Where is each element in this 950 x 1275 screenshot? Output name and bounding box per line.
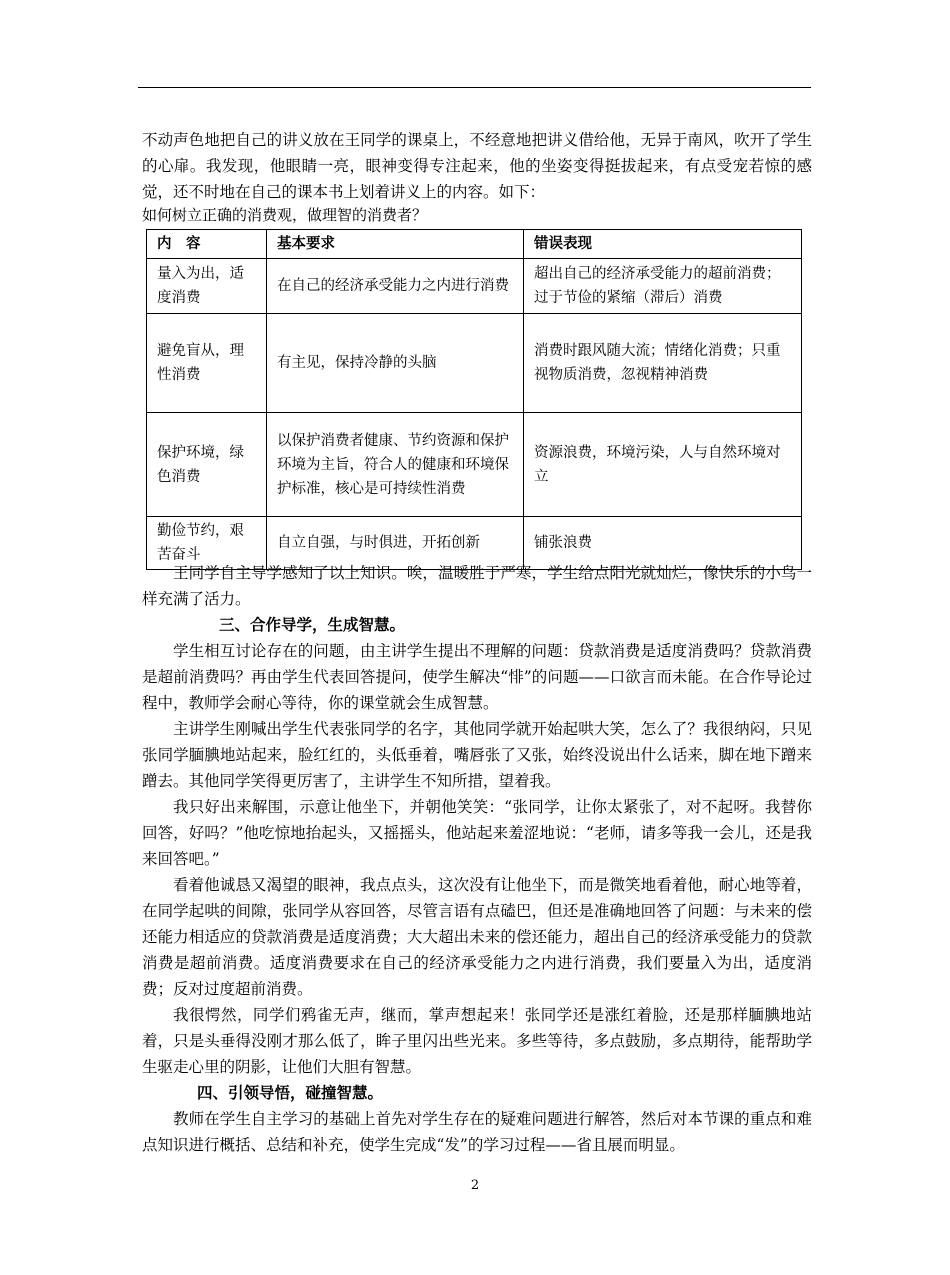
- table-header-row: [147, 230, 802, 259]
- paragraph-wait: 看着他诚恳又渴望的眼神，我点点头，这次没有让他坐下，而是微笑地看着他，耐心地等着，在同学起哄的间隙，张同学从容回答，尽管言语有点磕巴，但还是准确地回答了问题：与未来的偿还能力相适应的贷款消费是适度消费；大大超出未来的偿还能力，超出自己的经济承受能力的贷款消费是超前消费。适度消费要求在自己的经济承受能力之内进行消费，我们要量入为出，适度消费；反对过度超前消费。: [142, 876, 812, 998]
- table-row: [147, 413, 802, 517]
- intro-paragraph: 不动声色地把自己的讲义放在王同学的课桌上，不经意地把讲义借给他，无异于南风，吹开了学生的心扉。我发现，他眼睛一亮，眼神变得专注起来，他的坐姿变得挺拔起来，有点受宠若惊的感觉，还不时地在自己的课本书上划着讲义上的内容。如下：: [142, 131, 812, 201]
- cell-requirement: 自立自强，与时俱进，开拓创新: [267, 517, 524, 570]
- cell-error: 超出自己的经济承受能力的超前消费；过于节俭的紧缩（滞后）消费: [524, 259, 802, 314]
- table-title: 如何树立正确的消费观，做理智的消费者？: [142, 206, 428, 224]
- consumption-table: [146, 229, 802, 570]
- section-heading-3: 三、合作导学，生成智慧。: [219, 615, 406, 634]
- table-row: [147, 314, 802, 413]
- header-requirement: 基本要求: [267, 230, 524, 259]
- section-heading-4: 四、引领导悟，碰撞智慧。: [197, 1083, 384, 1102]
- cell-content: 勤俭节约，艰苦奋斗: [147, 517, 267, 570]
- page-number: 2: [470, 1178, 480, 1193]
- cell-error: 铺张浪费: [524, 517, 802, 570]
- cell-content: 保护环境，绿色消费: [147, 413, 267, 517]
- header-rule: [138, 87, 811, 88]
- cell-error: 消费时跟风随大流；情绪化消费；只重视物质消费，忽视精神消费: [524, 314, 802, 413]
- cell-requirement: 在自己的经济承受能力之内进行消费: [267, 259, 524, 314]
- paragraph-teacher: 教师在学生自主学习的基础上首先对学生存在的疑难问题进行解答，然后对本节课的重点和难点知识进行概括、总结和补充，使学生完成“发”的学习过程——省且展而明显。: [142, 1110, 812, 1154]
- paragraph-zhang: 主讲学生刚喊出学生代表张同学的名字，其他同学就开始起哄大笑，怎么了？我很纳闷，只见张同学腼腆地站起来，脸红红的，头低垂着，嘴唇张了又张，始终没说出什么话来，脚在地下蹭来蹭去。其他同学笑得更厉害了，主讲学生不知所措，望着我。: [142, 720, 812, 790]
- cell-error: 资源浪费，环境污染，人与自然环境对立: [524, 413, 802, 517]
- cell-content: 避免盲从，理性消费: [147, 314, 267, 413]
- cell-requirement: 以保护消费者健康、节约资源和保护环境为主旨，符合人的健康和环境保护标准，核心是可持续性消费: [267, 413, 524, 517]
- cell-requirement: 有主见，保持冷静的头脑: [267, 314, 524, 413]
- paragraph-applause: 我很愕然，同学们鸦雀无声，继而，掌声想起来！张同学还是涨红着脸，还是那样腼腆地站着，只是头垂得没刚才那么低了，眸子里闪出些光来。多些等待，多点鼓励，多点期待，能帮助学生驱走心里的阴影，让他们大胆有智慧。: [142, 1006, 812, 1076]
- paragraph-rescue: 我只好出来解围，示意让他坐下，并朝他笑笑：“张同学，让你太紧张了，对不起呀。我替你回答，好吗？”他吃惊地抬起头，又摇摇头，他站起来羞涩地说：“老师，请多等我一会儿，还是我来回答吧。”: [142, 798, 812, 868]
- header-error: 错误表现: [524, 230, 802, 259]
- paragraph-after-table: 王同学自主导学感知了以上知识。唉，温暖胜于严寒，学生给点阳光就灿烂，像快乐的小鸟一样充满了活力。: [142, 564, 812, 608]
- paragraph-discussion: 学生相互讨论存在的问题，由主讲学生提出不理解的问题：贷款消费是适度消费吗？贷款消费是超前消费吗？再由学生代表回答提问，使学生解决“悱”的问题——口欲言而未能。在合作导论过程中，教师学会耐心等待，你的课堂就会生成智慧。: [142, 642, 812, 712]
- cell-content: 量入为出，适度消费: [147, 259, 267, 314]
- header-content: 内 容: [147, 230, 267, 259]
- table-row: [147, 259, 802, 314]
